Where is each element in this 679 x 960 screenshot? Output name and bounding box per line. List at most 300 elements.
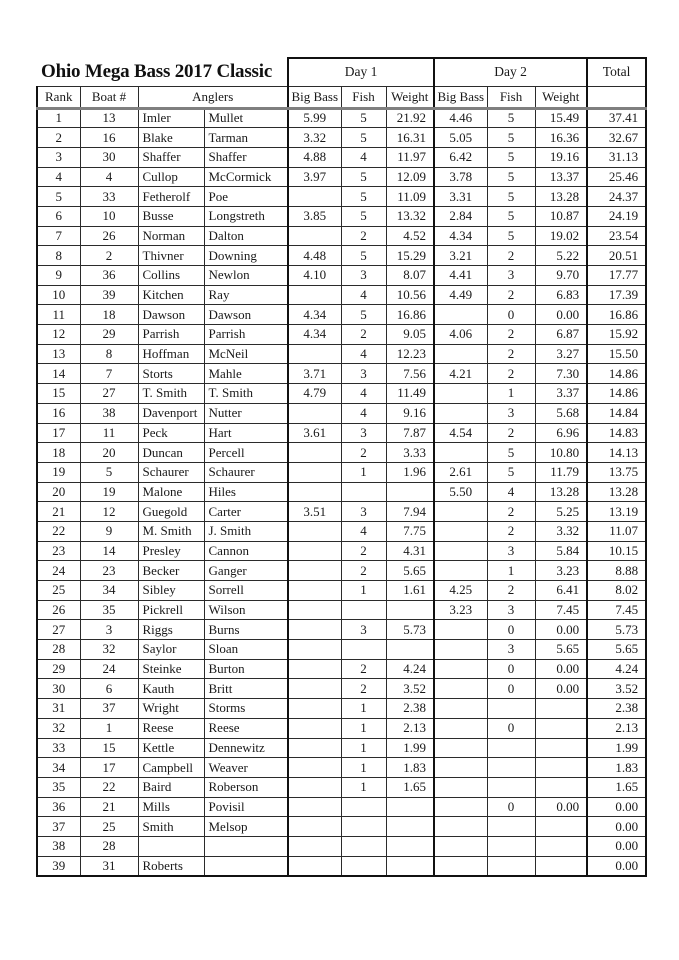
table-row xyxy=(37,679,646,699)
day1-big-bass-cell: 3.61 xyxy=(288,423,341,443)
rank-cell: 32 xyxy=(37,718,80,738)
day1-weight-cell: 5.73 xyxy=(386,620,434,640)
day1-weight-cell: 5.65 xyxy=(386,561,434,581)
day2-weight-cell: 5.68 xyxy=(535,403,587,423)
day2-fish-cell: 1 xyxy=(487,561,535,581)
day2-big-bass-cell: 3.78 xyxy=(434,167,487,187)
rank-cell: 29 xyxy=(37,659,80,679)
rank-cell: 10 xyxy=(37,285,80,305)
day1-weight-cell: 16.31 xyxy=(386,128,434,148)
angler2-cell: Dawson xyxy=(204,305,288,325)
table-row xyxy=(37,502,646,522)
angler2-cell: Burns xyxy=(204,620,288,640)
day1-big-bass-cell xyxy=(288,403,341,423)
day1-weight-cell: 12.23 xyxy=(386,344,434,364)
day1-fish-cell: 1 xyxy=(341,462,386,482)
day2-fish-cell: 4 xyxy=(487,482,535,502)
day2-fish-cell: 3 xyxy=(487,403,535,423)
day2-weight-cell: 13.28 xyxy=(535,187,587,207)
day2-weight-cell: 0.00 xyxy=(535,620,587,640)
table-row xyxy=(37,797,646,817)
day1-fish-cell: 3 xyxy=(341,620,386,640)
total-cell: 15.92 xyxy=(587,325,646,345)
angler1-cell: Guegold xyxy=(138,502,204,522)
total-cell: 17.39 xyxy=(587,285,646,305)
boat-number-cell: 38 xyxy=(80,403,138,423)
angler1-cell xyxy=(138,836,204,856)
day1-weight-cell: 1.65 xyxy=(386,777,434,797)
rank-cell: 2 xyxy=(37,128,80,148)
day1-big-bass-cell: 4.34 xyxy=(288,325,341,345)
day1-big-bass-cell xyxy=(288,344,341,364)
angler2-cell: J. Smith xyxy=(204,521,288,541)
boat-number-cell: 16 xyxy=(80,128,138,148)
day2-weight-cell xyxy=(535,718,587,738)
angler2-cell: Povisil xyxy=(204,797,288,817)
day1-fish-cell: 2 xyxy=(341,541,386,561)
col-header-total-empty xyxy=(587,86,646,108)
rank-cell: 4 xyxy=(37,167,80,187)
rank-cell: 35 xyxy=(37,777,80,797)
table-row xyxy=(37,305,646,325)
day1-weight-cell: 2.38 xyxy=(386,699,434,719)
day2-weight-cell: 19.16 xyxy=(535,147,587,167)
day2-big-bass-cell xyxy=(434,384,487,404)
angler1-cell: M. Smith xyxy=(138,521,204,541)
col-header-rank: Rank xyxy=(37,86,80,108)
boat-number-cell: 24 xyxy=(80,659,138,679)
day2-fish-cell: 2 xyxy=(487,423,535,443)
day1-big-bass-cell: 4.10 xyxy=(288,266,341,286)
angler1-cell: Schaurer xyxy=(138,462,204,482)
col-header-day2-fish: Fish xyxy=(487,86,535,108)
boat-number-cell: 30 xyxy=(80,147,138,167)
rank-cell: 3 xyxy=(37,147,80,167)
angler1-cell: Campbell xyxy=(138,758,204,778)
day2-weight-cell: 3.23 xyxy=(535,561,587,581)
day1-weight-cell xyxy=(386,640,434,660)
day1-big-bass-cell xyxy=(288,482,341,502)
rank-cell: 19 xyxy=(37,462,80,482)
day1-fish-cell: 5 xyxy=(341,167,386,187)
day1-fish-cell: 5 xyxy=(341,305,386,325)
boat-number-cell: 14 xyxy=(80,541,138,561)
angler2-cell: Ganger xyxy=(204,561,288,581)
day2-big-bass-cell xyxy=(434,758,487,778)
angler2-cell: Poe xyxy=(204,187,288,207)
day1-weight-cell: 10.56 xyxy=(386,285,434,305)
day2-big-bass-cell: 4.21 xyxy=(434,364,487,384)
day1-big-bass-cell xyxy=(288,718,341,738)
day2-big-bass-cell xyxy=(434,679,487,699)
table-row xyxy=(37,659,646,679)
day2-big-bass-cell: 2.61 xyxy=(434,462,487,482)
day2-weight-cell xyxy=(535,758,587,778)
day1-fish-cell: 3 xyxy=(341,502,386,522)
day2-big-bass-cell: 6.42 xyxy=(434,147,487,167)
col-header-day1-big-bass: Big Bass xyxy=(288,86,341,108)
day2-fish-cell xyxy=(487,817,535,837)
total-cell: 14.86 xyxy=(587,364,646,384)
day1-weight-cell: 4.52 xyxy=(386,226,434,246)
table-row xyxy=(37,541,646,561)
table-row xyxy=(37,206,646,226)
day2-big-bass-cell xyxy=(434,305,487,325)
total-cell: 32.67 xyxy=(587,128,646,148)
boat-number-cell: 4 xyxy=(80,167,138,187)
table-row xyxy=(37,581,646,601)
angler1-cell: Dawson xyxy=(138,305,204,325)
total-cell: 0.00 xyxy=(587,856,646,876)
angler2-cell: Britt xyxy=(204,679,288,699)
boat-number-cell: 36 xyxy=(80,266,138,286)
total-cell: 14.86 xyxy=(587,384,646,404)
day1-weight-cell: 3.33 xyxy=(386,443,434,463)
table-row xyxy=(37,777,646,797)
rank-cell: 27 xyxy=(37,620,80,640)
day2-fish-cell: 2 xyxy=(487,344,535,364)
day2-weight-cell: 5.22 xyxy=(535,246,587,266)
day2-fish-cell xyxy=(487,738,535,758)
day2-fish-cell xyxy=(487,856,535,876)
angler1-cell: Kettle xyxy=(138,738,204,758)
rank-cell: 33 xyxy=(37,738,80,758)
angler1-cell: Shaffer xyxy=(138,147,204,167)
angler1-cell: Duncan xyxy=(138,443,204,463)
day1-weight-cell: 1.99 xyxy=(386,738,434,758)
page-title: Ohio Mega Bass 2017 Classic xyxy=(41,60,273,82)
table-row xyxy=(37,443,646,463)
boat-number-cell: 15 xyxy=(80,738,138,758)
angler2-cell: McCormick xyxy=(204,167,288,187)
table-row xyxy=(37,403,646,423)
day1-weight-cell: 12.09 xyxy=(386,167,434,187)
angler2-cell: Ray xyxy=(204,285,288,305)
day1-fish-cell xyxy=(341,817,386,837)
rank-cell: 21 xyxy=(37,502,80,522)
total-cell: 16.86 xyxy=(587,305,646,325)
table-row xyxy=(37,266,646,286)
day2-fish-cell: 2 xyxy=(487,521,535,541)
total-cell: 1.99 xyxy=(587,738,646,758)
col-header-day1-weight: Weight xyxy=(386,86,434,108)
rank-cell: 31 xyxy=(37,699,80,719)
day2-weight-cell: 15.49 xyxy=(535,108,587,128)
rank-cell: 15 xyxy=(37,384,80,404)
day1-big-bass-cell xyxy=(288,600,341,620)
table-row xyxy=(37,462,646,482)
day1-big-bass-cell xyxy=(288,462,341,482)
angler2-cell: Storms xyxy=(204,699,288,719)
boat-number-cell: 29 xyxy=(80,325,138,345)
day1-big-bass-cell xyxy=(288,285,341,305)
boat-number-cell: 8 xyxy=(80,344,138,364)
day2-big-bass-cell xyxy=(434,856,487,876)
day2-weight-cell: 6.41 xyxy=(535,581,587,601)
day2-big-bass-cell xyxy=(434,561,487,581)
angler1-cell: Mills xyxy=(138,797,204,817)
day1-big-bass-cell xyxy=(288,777,341,797)
angler2-cell: Dalton xyxy=(204,226,288,246)
angler2-cell: Mullet xyxy=(204,108,288,128)
total-cell: 23.54 xyxy=(587,226,646,246)
angler1-cell: Storts xyxy=(138,364,204,384)
boat-number-cell: 12 xyxy=(80,502,138,522)
day1-big-bass-cell: 3.71 xyxy=(288,364,341,384)
day2-fish-cell: 5 xyxy=(487,226,535,246)
day1-big-bass-cell xyxy=(288,797,341,817)
day2-fish-cell: 5 xyxy=(487,167,535,187)
day2-big-bass-cell xyxy=(434,443,487,463)
day2-big-bass-cell xyxy=(434,738,487,758)
day2-fish-cell: 5 xyxy=(487,187,535,207)
total-cell: 2.13 xyxy=(587,718,646,738)
day2-weight-cell: 5.65 xyxy=(535,640,587,660)
day1-big-bass-cell: 3.32 xyxy=(288,128,341,148)
day1-big-bass-cell xyxy=(288,817,341,837)
day2-big-bass-cell: 4.46 xyxy=(434,108,487,128)
day2-fish-cell xyxy=(487,699,535,719)
total-cell: 1.65 xyxy=(587,777,646,797)
boat-number-cell: 7 xyxy=(80,364,138,384)
day1-fish-cell: 2 xyxy=(341,659,386,679)
total-cell: 5.65 xyxy=(587,640,646,660)
day2-fish-cell: 5 xyxy=(487,128,535,148)
day2-weight-cell: 13.28 xyxy=(535,482,587,502)
day1-fish-cell: 5 xyxy=(341,246,386,266)
table-row xyxy=(37,423,646,443)
rank-cell: 38 xyxy=(37,836,80,856)
boat-number-cell: 11 xyxy=(80,423,138,443)
day1-fish-cell xyxy=(341,856,386,876)
day2-fish-cell: 0 xyxy=(487,718,535,738)
rank-cell: 25 xyxy=(37,581,80,601)
total-cell: 14.13 xyxy=(587,443,646,463)
day2-fish-cell: 5 xyxy=(487,462,535,482)
day1-big-bass-cell xyxy=(288,758,341,778)
angler1-cell: Becker xyxy=(138,561,204,581)
table-row xyxy=(37,836,646,856)
angler2-cell: Newlon xyxy=(204,266,288,286)
boat-number-cell: 25 xyxy=(80,817,138,837)
angler1-cell: Norman xyxy=(138,226,204,246)
day1-big-bass-cell xyxy=(288,443,341,463)
total-cell: 0.00 xyxy=(587,836,646,856)
day1-weight-cell: 21.92 xyxy=(386,108,434,128)
day2-big-bass-cell: 4.41 xyxy=(434,266,487,286)
day2-big-bass-cell: 5.50 xyxy=(434,482,487,502)
table-row xyxy=(37,108,646,128)
day1-big-bass-cell xyxy=(288,561,341,581)
table-row xyxy=(37,718,646,738)
day1-fish-cell: 4 xyxy=(341,521,386,541)
total-cell: 0.00 xyxy=(587,817,646,837)
day1-big-bass-cell xyxy=(288,679,341,699)
day1-fish-cell: 5 xyxy=(341,187,386,207)
day2-weight-cell: 6.83 xyxy=(535,285,587,305)
boat-number-cell: 9 xyxy=(80,521,138,541)
day2-weight-cell: 9.70 xyxy=(535,266,587,286)
day1-fish-cell xyxy=(341,640,386,660)
day1-big-bass-cell: 4.48 xyxy=(288,246,341,266)
total-cell: 3.52 xyxy=(587,679,646,699)
rank-cell: 20 xyxy=(37,482,80,502)
day2-weight-cell: 11.79 xyxy=(535,462,587,482)
day2-weight-cell: 19.02 xyxy=(535,226,587,246)
day1-big-bass-cell xyxy=(288,699,341,719)
day2-weight-cell: 0.00 xyxy=(535,659,587,679)
day1-big-bass-cell xyxy=(288,581,341,601)
total-cell: 20.51 xyxy=(587,246,646,266)
angler1-cell: T. Smith xyxy=(138,384,204,404)
table-row xyxy=(37,167,646,187)
day1-fish-cell: 1 xyxy=(341,738,386,758)
day2-weight-cell: 3.37 xyxy=(535,384,587,404)
table-row xyxy=(37,521,646,541)
day1-big-bass-cell xyxy=(288,640,341,660)
day2-fish-cell: 5 xyxy=(487,443,535,463)
day1-fish-cell: 1 xyxy=(341,758,386,778)
day2-big-bass-cell xyxy=(434,699,487,719)
day1-weight-cell xyxy=(386,482,434,502)
day2-weight-cell xyxy=(535,777,587,797)
day1-weight-cell xyxy=(386,600,434,620)
boat-number-cell: 28 xyxy=(80,836,138,856)
boat-number-cell: 10 xyxy=(80,206,138,226)
table-row xyxy=(37,856,646,876)
angler2-cell: Weaver xyxy=(204,758,288,778)
day1-fish-cell xyxy=(341,482,386,502)
boat-number-cell: 21 xyxy=(80,797,138,817)
col-header-day2-big-bass: Big Bass xyxy=(434,86,487,108)
day1-big-bass-cell: 3.51 xyxy=(288,502,341,522)
day1-big-bass-cell xyxy=(288,226,341,246)
day2-fish-cell: 2 xyxy=(487,325,535,345)
day2-weight-cell: 10.87 xyxy=(535,206,587,226)
total-cell: 14.83 xyxy=(587,423,646,443)
angler2-cell: Tarman xyxy=(204,128,288,148)
angler2-cell: Melsop xyxy=(204,817,288,837)
angler2-cell: Hart xyxy=(204,423,288,443)
day1-fish-cell: 4 xyxy=(341,285,386,305)
day1-big-bass-cell xyxy=(288,620,341,640)
day1-weight-cell: 11.49 xyxy=(386,384,434,404)
angler1-cell: Riggs xyxy=(138,620,204,640)
day2-fish-cell: 2 xyxy=(487,246,535,266)
angler1-cell: Kauth xyxy=(138,679,204,699)
day2-fish-cell: 5 xyxy=(487,147,535,167)
angler2-cell: Mahle xyxy=(204,364,288,384)
boat-number-cell: 33 xyxy=(80,187,138,207)
angler1-cell: Thivner xyxy=(138,246,204,266)
boat-number-cell: 26 xyxy=(80,226,138,246)
boat-number-cell: 2 xyxy=(80,246,138,266)
day1-big-bass-cell: 4.34 xyxy=(288,305,341,325)
day1-big-bass-cell: 3.97 xyxy=(288,167,341,187)
total-cell: 13.28 xyxy=(587,482,646,502)
rank-cell: 8 xyxy=(37,246,80,266)
rank-cell: 11 xyxy=(37,305,80,325)
day1-weight-cell: 1.61 xyxy=(386,581,434,601)
day1-weight-cell xyxy=(386,856,434,876)
col-header-day1-fish: Fish xyxy=(341,86,386,108)
angler2-cell: McNeil xyxy=(204,344,288,364)
day2-weight-cell xyxy=(535,836,587,856)
table-row xyxy=(37,187,646,207)
col-header-boat: Boat # xyxy=(80,86,138,108)
angler1-cell: Baird xyxy=(138,777,204,797)
day1-weight-cell: 4.24 xyxy=(386,659,434,679)
table-row xyxy=(37,600,646,620)
day2-fish-cell: 1 xyxy=(487,384,535,404)
rank-cell: 5 xyxy=(37,187,80,207)
day2-fish-cell: 0 xyxy=(487,797,535,817)
day2-fish-cell: 3 xyxy=(487,541,535,561)
angler2-cell: Downing xyxy=(204,246,288,266)
total-cell: 5.73 xyxy=(587,620,646,640)
day1-weight-cell: 15.29 xyxy=(386,246,434,266)
boat-number-cell: 32 xyxy=(80,640,138,660)
rank-cell: 13 xyxy=(37,344,80,364)
day2-weight-cell: 7.45 xyxy=(535,600,587,620)
boat-number-cell: 27 xyxy=(80,384,138,404)
boat-number-cell: 6 xyxy=(80,679,138,699)
day1-fish-cell: 2 xyxy=(341,561,386,581)
day1-weight-cell: 11.97 xyxy=(386,147,434,167)
total-cell: 37.41 xyxy=(587,108,646,128)
boat-number-cell: 23 xyxy=(80,561,138,581)
day1-fish-cell: 3 xyxy=(341,423,386,443)
angler1-cell: Davenport xyxy=(138,403,204,423)
day1-fish-cell: 2 xyxy=(341,325,386,345)
total-cell: 24.37 xyxy=(587,187,646,207)
day2-weight-cell: 6.96 xyxy=(535,423,587,443)
boat-number-cell: 35 xyxy=(80,600,138,620)
total-cell: 13.19 xyxy=(587,502,646,522)
boat-number-cell: 13 xyxy=(80,108,138,128)
day1-weight-cell: 2.13 xyxy=(386,718,434,738)
day2-weight-cell: 0.00 xyxy=(535,797,587,817)
boat-number-cell: 3 xyxy=(80,620,138,640)
total-cell: 17.77 xyxy=(587,266,646,286)
total-cell: 8.88 xyxy=(587,561,646,581)
rank-cell: 24 xyxy=(37,561,80,581)
table-row xyxy=(37,325,646,345)
day2-weight-cell: 10.80 xyxy=(535,443,587,463)
day2-big-bass-cell xyxy=(434,620,487,640)
day1-weight-cell: 7.87 xyxy=(386,423,434,443)
boat-number-cell: 37 xyxy=(80,699,138,719)
day1-weight-cell: 7.94 xyxy=(386,502,434,522)
day2-weight-cell: 5.25 xyxy=(535,502,587,522)
day2-big-bass-cell xyxy=(434,777,487,797)
total-cell: 15.50 xyxy=(587,344,646,364)
day2-big-bass-cell xyxy=(434,718,487,738)
day2-fish-cell: 3 xyxy=(487,266,535,286)
day1-weight-cell: 7.56 xyxy=(386,364,434,384)
day2-fish-cell: 2 xyxy=(487,502,535,522)
day2-fish-cell: 5 xyxy=(487,206,535,226)
day1-big-bass-cell: 5.99 xyxy=(288,108,341,128)
angler1-cell: Reese xyxy=(138,718,204,738)
angler2-cell xyxy=(204,856,288,876)
day2-weight-cell: 13.37 xyxy=(535,167,587,187)
rank-cell: 16 xyxy=(37,403,80,423)
day1-weight-cell: 16.86 xyxy=(386,305,434,325)
angler2-cell: Percell xyxy=(204,443,288,463)
total-cell: 1.83 xyxy=(587,758,646,778)
day1-fish-cell: 1 xyxy=(341,718,386,738)
